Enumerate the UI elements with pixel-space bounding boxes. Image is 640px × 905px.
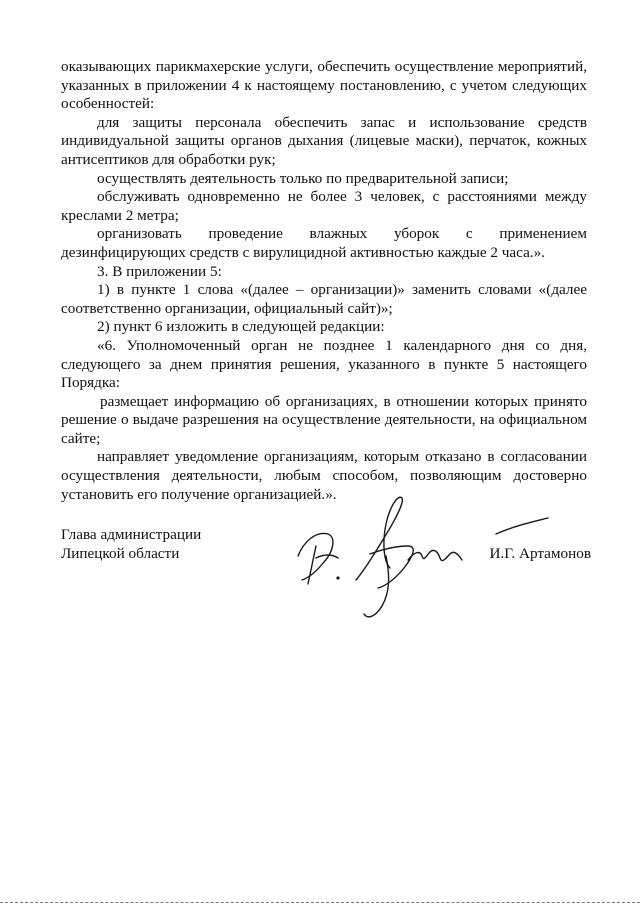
- paragraph-2: для защиты персонала обеспечить запас и использование средств индивидуальной защиты органов дыхания (лицевые маски), перчаток, кожных антисептиков для обработки рук;: [61, 113, 587, 168]
- signer-title: [61, 526, 201, 563]
- document-body: [61, 58, 587, 504]
- signer-name: И.Г. Артамонов: [489, 545, 591, 562]
- paragraph-3: осуществлять деятельность только по предварительной записи;: [97, 169, 509, 187]
- paragraph-10: размещает информацию об организациях, в отношении которых принято решение о выдаче разрешения на осуществление деятельности, на официальном сайте;: [61, 392, 587, 447]
- signer-title-line-2: Липецкой области: [61, 544, 180, 562]
- paragraph-9: «6. Уполномоченный орган не позднее 1 календарного дня со дня, следующего за днем принятия решения, указанного в пункте 5 настоящего Порядка:: [61, 336, 587, 392]
- signature-block: [61, 526, 591, 636]
- page-bottom-edge: [0, 902, 640, 903]
- paragraph-6: 3. В приложении 5:: [97, 262, 222, 280]
- paragraph-8: 2) пункт 6 изложить в следующей редакции:: [97, 318, 385, 336]
- paragraph-4: обслуживать одновременно не более 3 человек, с расстояниями между креслами 2 метра;: [61, 188, 587, 224]
- paragraph-5: организовать проведение влажных уборок с применением дезинфицирующих средств с вирулицидной активностью каждые 2 часа.».: [61, 225, 587, 261]
- paragraph-7: 1) в пункте 1 слова «(далее – организации)» заменить словами «(далее соответственно организации, официальный сайт)»;: [61, 281, 587, 317]
- paragraph-1: оказывающих парикмахерские услуги, обеспечить осуществление мероприятий, указанных в приложении 4 к настоящему постановлению, с учетом следующих особенностей:: [61, 58, 587, 113]
- signer-title-line-1: Глава администрации: [61, 526, 202, 543]
- paragraph-11: направляет уведомление организациям, которым отказано в согласовании осуществления деятельности, любым способом, позволяющим достоверно установить его получение организацией.».: [61, 448, 587, 503]
